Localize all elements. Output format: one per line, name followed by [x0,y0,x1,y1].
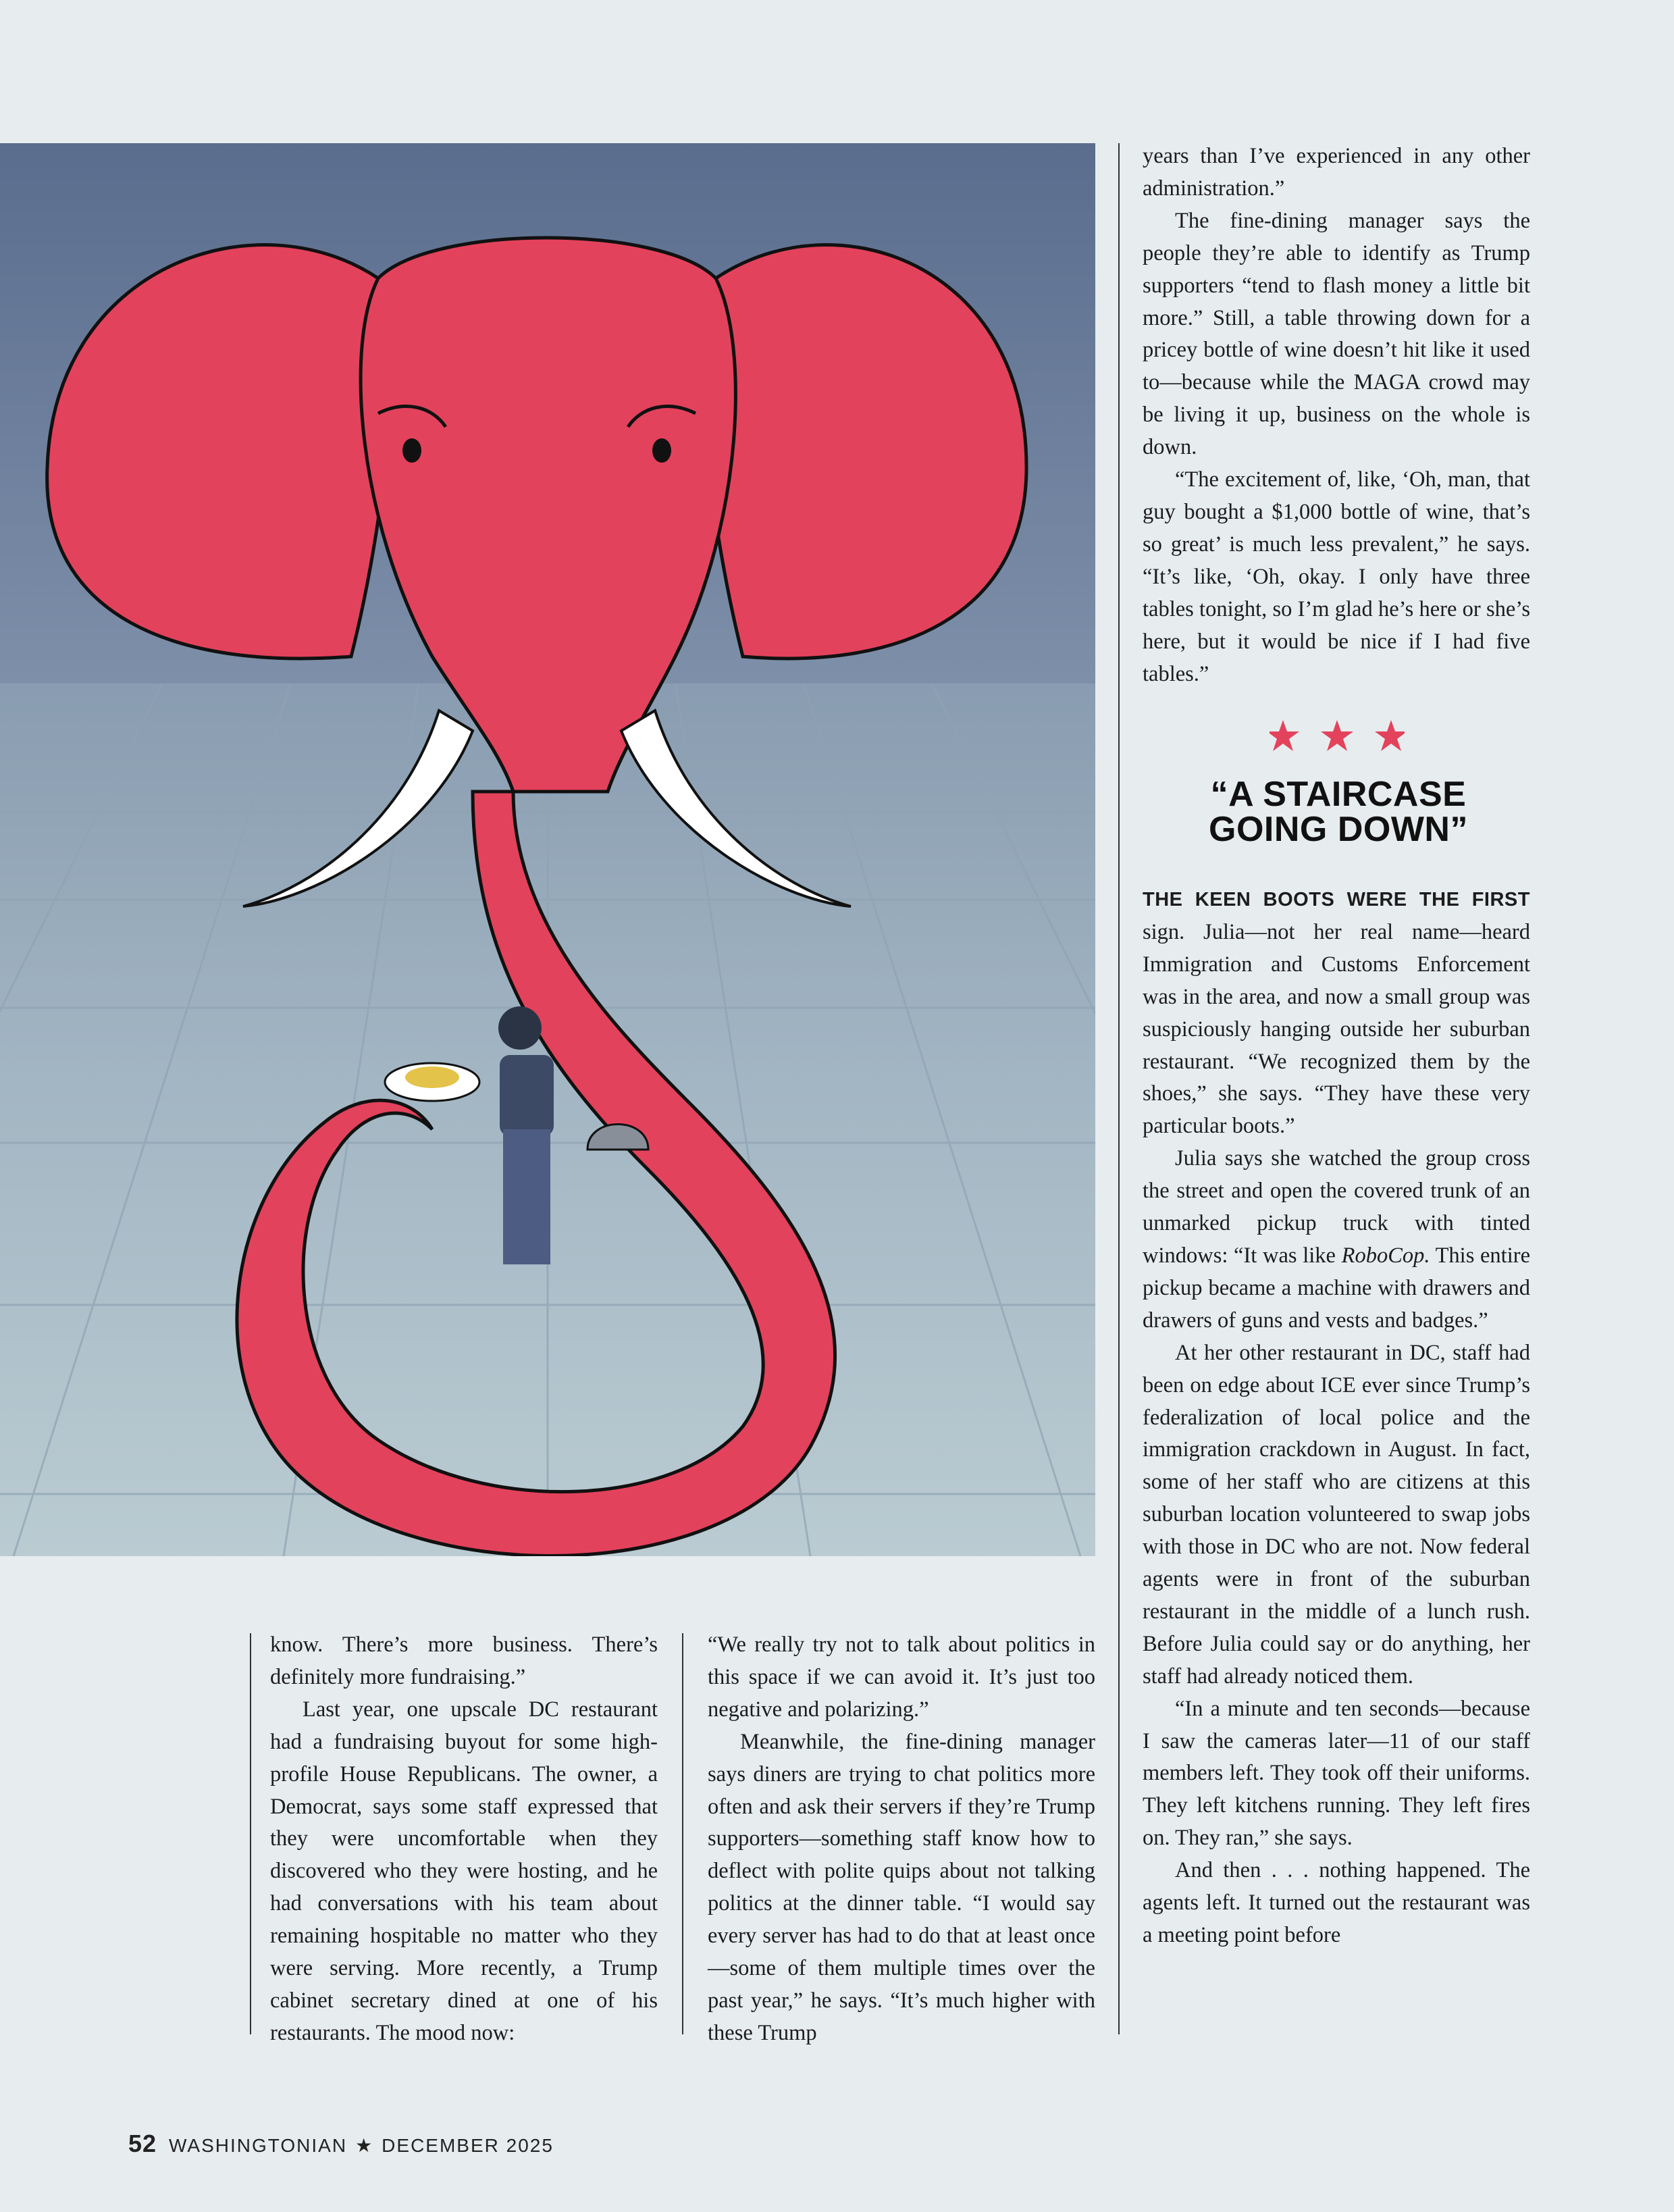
paragraph: Meanwhile, the fine-dining manager says diners are trying to chat politics more often and ask their servers if they’re Trump supporters—something staff know how to deflect with polite quips about not talking politics at the dinner table. “I would say every server has had to do that at least once—some of them multiple times over the past year,” he says. “It’s much higher with these Trump [708,1729,1095,2045]
paragraph: Last year, one upscale DC restaurant had a fundraising buyout for some high-profile House Republicans. The owner, a Democrat, says some staff expressed that they were uncomfortable when they discovered who they were hosting, and he had conversations with his team about remaining hospitable no matter who they were serving. More recently, a Trump cabinet secretary dined at one of his restaurants. The mood now: [270,1697,658,2045]
illustration [0,143,1095,1556]
paragraph-text: sign. Julia—not her real name—heard Immigration and Customs Enforcement was in the area, and now a small group was suspiciously hanging outside her suburban restaurant. “We recognized them by the shoes,” she says. “They have these very particular boots.” [1143,919,1530,1139]
lead-in: THE KEEN BOOTS WERE THE FIRST [1143,889,1530,910]
paragraph [1143,1143,1530,1337]
column-middle [708,1629,1095,2050]
column-rule-middle [682,1633,683,2034]
column-right-bottom [1143,883,1530,1952]
section-subhead [1143,777,1534,847]
page-number: 52 [128,2130,157,2157]
page-folio [128,2130,554,2158]
star-icon [1270,720,1299,751]
paragraph: “In a minute and ten seconds—because I saw the cameras later—11 of our staff members left. They took off their uniforms. They left kitchens running. They left fires on. They ran,” she says. [1143,1696,1530,1851]
subhead-line: “A STAIRCASE [1210,775,1467,814]
star-icon [1375,720,1405,751]
stars-ornament-icon [1270,716,1405,756]
column-right-top [1143,140,1530,690]
italic-title: RoboCop. [1341,1243,1430,1268]
publication-name: WASHINGTONIAN [169,2135,348,2156]
paragraph: “We really try not to talk about politics in this space if we can avoid it. It’s just too negative and polarizing.” [708,1632,1095,1722]
paragraph-text: Julia says she watched the group cross the street and open the covered trunk of an unmarked pickup truck with tinted windows: “It was like [1143,1146,1530,1268]
paragraph [1143,883,1530,1143]
column-left [270,1629,658,2050]
column-rule-right [1118,143,1120,2034]
subhead-line: GOING DOWN” [1209,810,1468,849]
issue-date: DECEMBER 2025 [382,2135,554,2156]
star-icon [1321,720,1353,751]
paragraph-text: This entire pickup became a machine with drawers and drawers of guns and vests and badges.” [1143,1243,1530,1333]
paragraph: “The excitement of, like, ‘Oh, man, that guy bought a $1,000 bottle of wine, that’s so great’ is much less prevalent,” he says. “It’s like, ‘Oh, okay. I only have three tables tonight, so I’m glad he’s here or she’s here, but it would be nice if I had five tables.” [1143,467,1530,686]
paragraph: At her other restaurant in DC, staff had been on edge about ICE ever since Trump’s federalization of local police and the immigration crackdown in August. In fact, some of her staff who are citizens at this suburban location volunteered to swap jobs with those in DC who are not. Now federal agents were in front of the suburban restaurant in the middle of a lunch rush. Before Julia could say or do anything, her staff had already noticed them. [1143,1340,1530,1689]
paragraph: The fine-dining manager says the people they’re able to identify as Trump supporters “tend to flash money a little bit more.” Still, a table throwing down for a pricey bottle of wine doesn’t hit like it used to—because while the MAGA crowd may be living it up, business on the whole is down. [1143,208,1530,460]
column-rule-left [250,1633,251,2034]
paragraph: And then . . . nothing happened. The agents left. It turned out the restaurant was a meeting point before [1143,1858,1530,1947]
paragraph: know. There’s more business. There’s definitely more fundraising.” [270,1632,658,1689]
star-icon: ★ [355,2135,374,2156]
paragraph: years than I’ve experienced in any other administration.” [1143,144,1530,201]
elephant-waiter-illustration-icon [0,143,1095,1556]
